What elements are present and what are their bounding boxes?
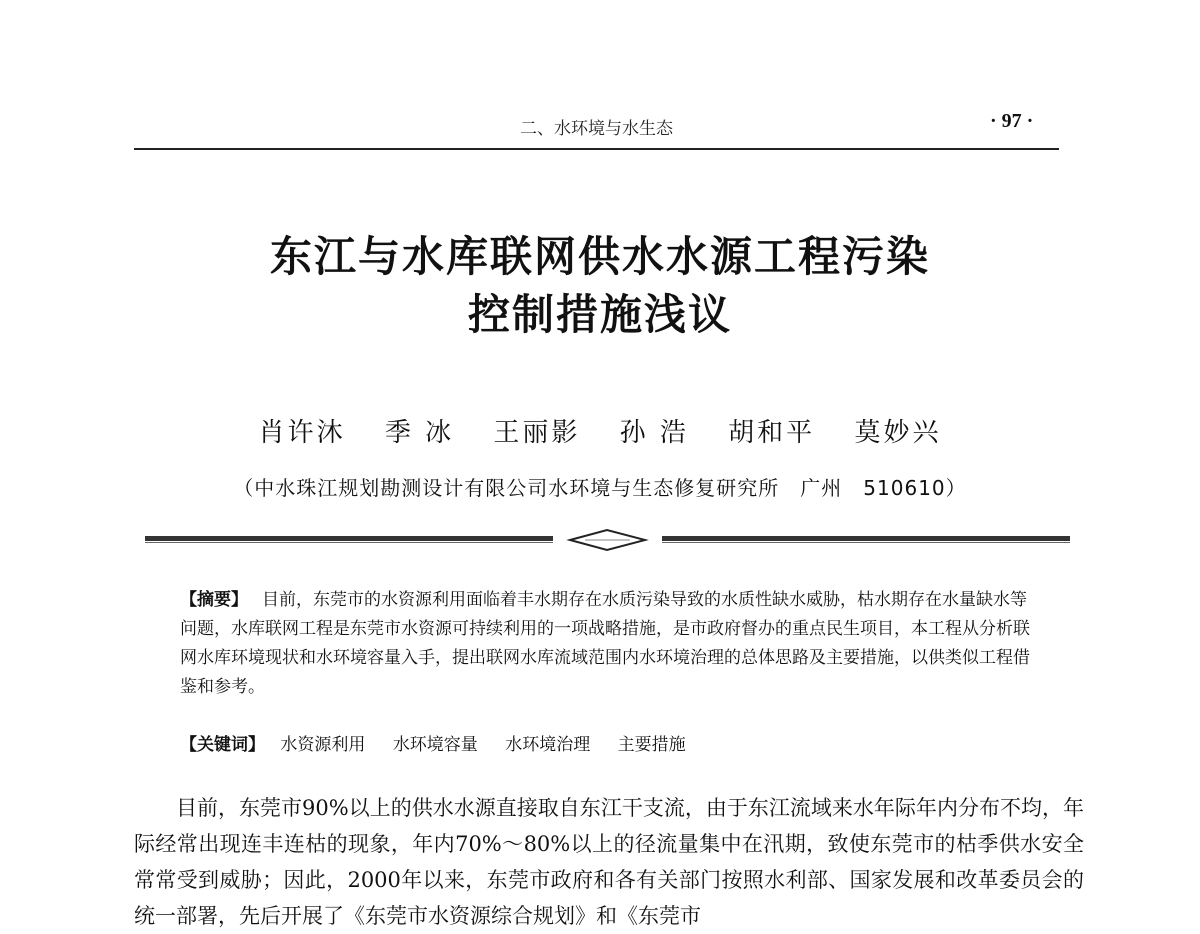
author: 孙 浩 <box>619 418 689 448</box>
keyword: 水环境治理 <box>505 735 591 755</box>
abstract-text: 目前，东莞市的水资源利用面临着丰水期存在水质污染导致的水质性缺水威胁，枯水期存在水量缺水等问题，水库联网工程是东莞市水资源可持续利用的一项战略措施，是市政府督办的重点民生项目，本工程从分析联网水库环境现状和水环境容量入手，提出联网水库流域范围内水环境治理的总体思路及主要措施，以供类似工程借鉴和参考。 <box>180 590 1030 697</box>
title-line-2: 控制措施浅议 <box>467 290 732 339</box>
abstract-label: 【摘要】 <box>180 590 248 610</box>
body-paragraph: 目前，东莞市90%以上的供水水源直接取自东江干支流，由于东江流域来水年际年内分布不均，年际经常出现连丰连枯的现象，年内70%～80%以上的径流量集中在汛期，致使东莞市的枯季供水安全常常受到威胁；因此，2000年以来，东莞市政府和各有关部门按照水利部、国家发展和改革委员会的统一部署，先后开展了《东莞市水资源综合规划》和《东莞市 <box>134 796 1084 928</box>
article-title <box>0 228 1200 344</box>
author: 肖许沐 <box>258 418 346 448</box>
page-number: · 97 · <box>990 110 1034 132</box>
title-line-1: 东江与水库联网供水水源工程污染 <box>269 232 930 281</box>
author: 莫妙兴 <box>854 418 942 448</box>
keyword: 水环境容量 <box>392 735 478 755</box>
keyword: 水资源利用 <box>280 735 366 755</box>
author: 王丽影 <box>493 418 581 448</box>
keywords-label: 【关键词】 <box>180 735 265 755</box>
abstract <box>180 586 1040 702</box>
keywords <box>180 730 1040 755</box>
author: 季 冰 <box>384 418 455 448</box>
keyword: 主要措施 <box>617 735 686 755</box>
running-header-section: 二、水环境与水生态 <box>520 119 673 139</box>
author-list <box>0 412 1200 449</box>
affiliation: （中水珠江规划勘测设计有限公司水环境与生态修复研究所 广州 510610） <box>233 476 967 500</box>
header-rule <box>134 148 1059 150</box>
author: 胡和平 <box>728 418 816 448</box>
ornament-divider <box>145 528 1070 552</box>
